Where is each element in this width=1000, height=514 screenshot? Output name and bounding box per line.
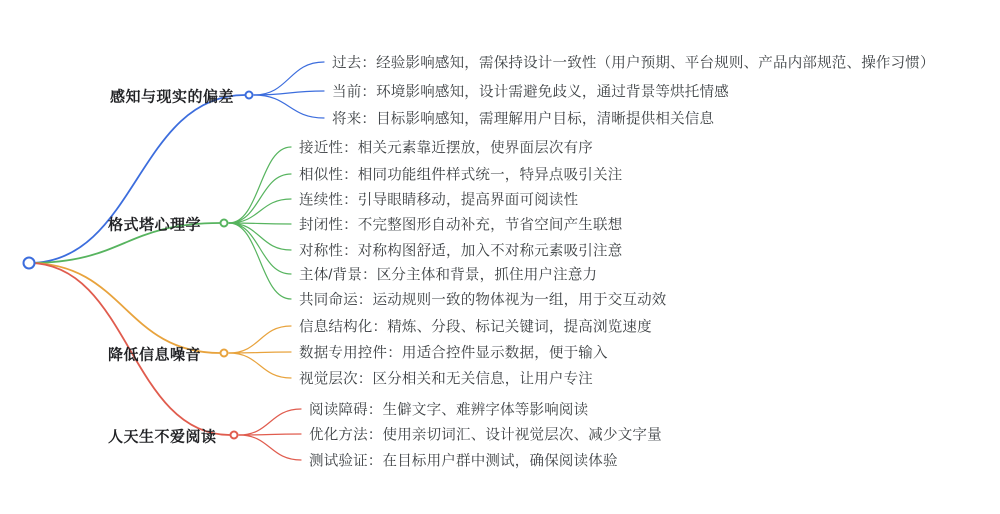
mindmap-leaf-label: 优化方法：使用亲切词汇、设计视觉层次、减少文字量 [309, 427, 662, 444]
mindmap-branch-label[interactable]: 降低信息噪音 [108, 346, 202, 364]
mindmap-leaf-label: 视觉层次：区分相关和无关信息，让用户专注 [299, 371, 593, 388]
mindmap-leaf-label: 阅读障碍：生僻文字、难辨字体等影响阅读 [309, 402, 589, 419]
mindmap-root-node[interactable] [23, 257, 36, 270]
mindmap-leaf-label: 对称性：对称构图舒适，加入不对称元素吸引注意 [299, 243, 623, 260]
mindmap-leaf-label: 连续性：引导眼睛移动，提高界面可阅读性 [299, 192, 579, 209]
mindmap-leaf-label: 当前：环境影响感知，设计需避免歧义，通过背景等烘托情感 [332, 84, 729, 101]
mindmap-leaf-label: 相似性：相同功能组件样式统一，特异点吸引关注 [299, 167, 623, 184]
mindmap-branch-label[interactable]: 格式塔心理学 [108, 216, 202, 234]
mindmap-leaf-label: 过去：经验影响感知，需保持设计一致性（用户预期、平台规则、产品内部规范、操作习惯） [332, 55, 935, 72]
mindmap-leaf-label: 信息结构化：精炼、分段、标记关键词，提高浏览速度 [299, 319, 652, 336]
mindmap-leaf-label: 数据专用控件：用适合控件显示数据，便于输入 [299, 345, 608, 362]
mindmap-branch-label[interactable]: 人天生不爱阅读 [108, 428, 217, 446]
mindmap-leaf-label: 共同命运：运动规则一致的物体视为一组，用于交互动效 [299, 292, 667, 309]
mindmap-leaf-label: 接近性：相关元素靠近摆放，使界面层次有序 [299, 140, 593, 157]
mindmap-leaf-label: 主体/背景：区分主体和背景，抓住用户注意力 [299, 267, 598, 284]
mindmap-branch-dot[interactable] [230, 431, 239, 440]
mindmap-branch-label[interactable]: 感知与现实的偏差 [110, 88, 235, 106]
mindmap-branch-dot[interactable] [220, 349, 229, 358]
mindmap-leaf-label: 封闭性：不完整图形自动补充，节省空间产生联想 [299, 217, 623, 234]
mindmap-branch-dot[interactable] [220, 219, 229, 228]
mindmap-branch-dot[interactable] [245, 91, 254, 100]
mindmap-leaf-label: 测试验证：在目标用户群中测试，确保阅读体验 [309, 453, 618, 470]
mindmap-leaf-label: 将来：目标影响感知，需理解用户目标，清晰提供相关信息 [332, 111, 715, 128]
